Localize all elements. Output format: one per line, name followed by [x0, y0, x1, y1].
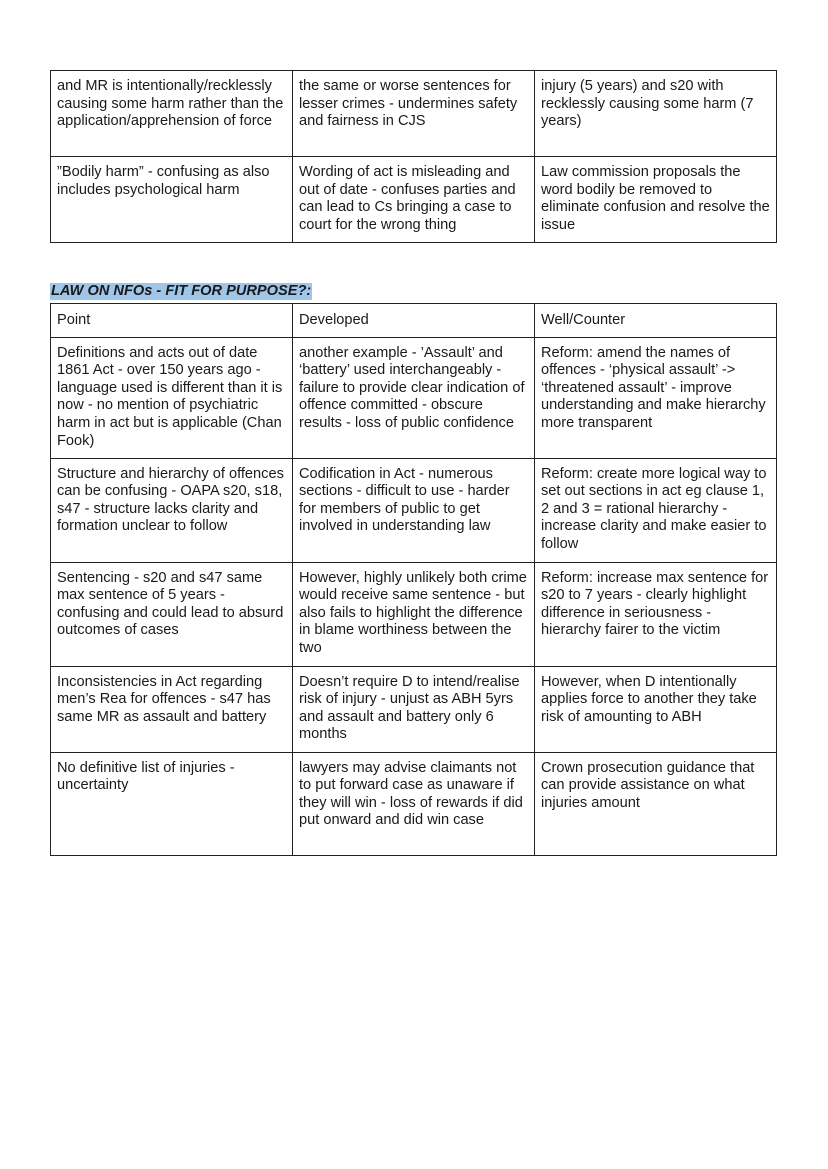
- table-row: [51, 666, 777, 752]
- table-row: [51, 157, 777, 243]
- table-cell: Reform: create more logical way to set out sections in act eg clause 1, 2 and 3 = rational hierarchy - increase clarity and make easier to follow: [535, 458, 777, 562]
- column-header-well-counter: Well/Counter: [535, 304, 777, 338]
- table-cell: Reform: amend the names of offences - ‘physical assault’ -> ‘threatened assault’ - improve understanding and make hierarchy more transparent: [535, 337, 777, 458]
- continued-table: [50, 70, 777, 243]
- table-cell: injury (5 years) and s20 with recklessly causing some harm (7 years): [535, 71, 777, 157]
- column-header-point: Point: [51, 304, 293, 338]
- table-cell: However, when D intentionally applies force to another they take risk of amounting to ABH: [535, 666, 777, 752]
- table-cell: Codification in Act - numerous sections - difficult to use - harder for members of public to get involved in understanding law: [293, 458, 535, 562]
- section-heading: LAW ON NFOs - FIT FOR PURPOSE?:: [51, 283, 312, 299]
- table-cell: However, highly unlikely both crime would receive same sentence - but also fails to highlight the difference in blame worthiness between the two: [293, 562, 535, 666]
- table-row: [51, 337, 777, 458]
- table-cell: ”Bodily harm” - confusing as also includes psychological harm: [51, 157, 293, 243]
- table-cell: Sentencing - s20 and s47 same max sentence of 5 years - confusing and could lead to absurd outcomes of cases: [51, 562, 293, 666]
- table-cell: another example - ’Assault’ and ‘battery’ used interchangeably - failure to provide clear indication of offence committed - obscure results - loss of public confidence: [293, 337, 535, 458]
- nfo-evaluation-table: [50, 303, 777, 856]
- table-row: [51, 752, 777, 855]
- table-cell: Crown prosecution guidance that can provide assistance on what injuries amount: [535, 752, 777, 855]
- table-cell: Definitions and acts out of date 1861 Act - over 150 years ago - language used is different than it is now - no mention of psychiatric harm in act but is applicable (Chan Fook): [51, 337, 293, 458]
- table-row: [51, 562, 777, 666]
- column-header-developed: Developed: [293, 304, 535, 338]
- table-cell: and MR is intentionally/recklessly causing some harm rather than the application/apprehension of force: [51, 71, 293, 157]
- table-cell: Reform: increase max sentence for s20 to 7 years - clearly highlight difference in seriousness - hierarchy fairer to the victim: [535, 562, 777, 666]
- table-cell: lawyers may advise claimants not to put forward case as unaware if they will win - loss of rewards if did put onward and did win case: [293, 752, 535, 855]
- table-header-row: [51, 304, 777, 338]
- table-cell: the same or worse sentences for lesser crimes - undermines safety and fairness in CJS: [293, 71, 535, 157]
- table-cell: Inconsistencies in Act regarding men’s Rea for offences - s47 has same MR as assault and battery: [51, 666, 293, 752]
- table-cell: Law commission proposals the word bodily be removed to eliminate confusion and resolve the issue: [535, 157, 777, 243]
- table-cell: Wording of act is misleading and out of date - confuses parties and can lead to Cs bringing a case to court for the wrong thing: [293, 157, 535, 243]
- table-row: [51, 71, 777, 157]
- table-cell: Structure and hierarchy of offences can be confusing - OAPA s20, s18, s47 - structure lacks clarity and formation unclear to follow: [51, 458, 293, 562]
- table-row: [51, 458, 777, 562]
- table-cell: Doesn’t require D to intend/realise risk of injury - unjust as ABH 5yrs and assault and battery only 6 months: [293, 666, 535, 752]
- table-cell: No definitive list of injuries - uncertainty: [51, 752, 293, 855]
